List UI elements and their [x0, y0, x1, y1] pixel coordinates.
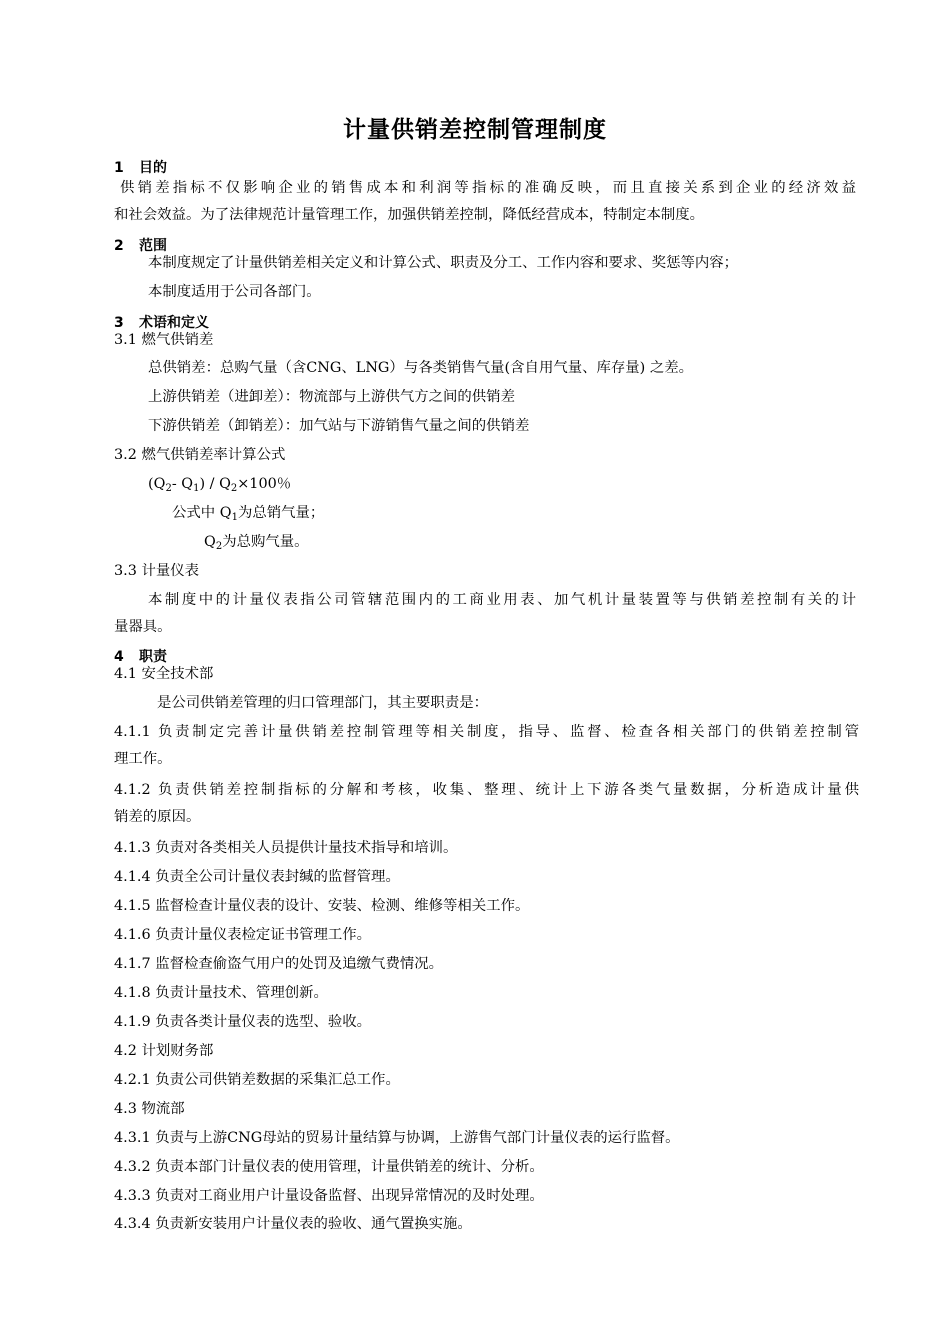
formula: ($Q_2-$ $Q_1) / Q_2\times 100$％ [148, 476, 292, 494]
paragraph-line: 销差的原因。 [114, 809, 201, 825]
paragraph-line: 4.3.1 负责与上游CNG母站的贸易计量结算与协调，上游售气部门计量仪表的运行监督。 [114, 1130, 680, 1146]
paragraph-line: 3.3 计量仪表 [114, 563, 200, 579]
section-number: 3 [114, 315, 124, 331]
paragraph-line: 4.3.4 负责新安装用户计量仪表的验收、通气置换实施。 [114, 1216, 472, 1232]
paragraph-line: 4.1.4 负责全公司计量仪表封缄的监督管理。 [114, 869, 400, 885]
section-title: 职责 [139, 649, 167, 665]
paragraph-line: 4.1.1 负责制定完善计量供销差控制管理等相关制度，指导、监督、检查各相关部门的供销差控制管 [114, 724, 859, 740]
paragraph-line: 供销差指标不仅影响企业的销售成本和利润等指标的准确反映，而且直接关系到企业的经济效益 [120, 180, 856, 196]
paragraph-line: 4.1.8 负责计量技术、管理创新。 [114, 985, 328, 1001]
paragraph-line: 上游供销差（进卸差）：物流部与上游供气方之间的供销差 [148, 389, 515, 405]
paragraph-line: 4.1.5 监督检查计量仪表的设计、安装、检测、维修等相关工作。 [114, 898, 530, 914]
paragraph-line: 本制度适用于公司各部门。 [148, 284, 321, 300]
paragraph-line: 4.1.7 监督检查偷盗气用户的处罚及追缴气费情况。 [114, 956, 444, 972]
paragraph-line: 下游供销差（卸销差）：加气站与下游销售气量之间的供销差 [148, 418, 530, 434]
paragraph-line: 4.3 物流部 [114, 1101, 185, 1117]
section-number: 1 [114, 160, 124, 176]
paragraph-line: 4.3.2 负责本部门计量仪表的使用管理，计量供销差的统计、分析。 [114, 1159, 544, 1175]
section-title: 范围 [139, 238, 167, 254]
paragraph-line: 3.2 燃气供销差率计算公式 [114, 447, 286, 463]
section-number: 4 [114, 649, 124, 665]
paragraph-line: 理工作。 [114, 751, 172, 767]
document-title: 计量供销差控制管理制度 [343, 117, 607, 143]
paragraph-line: 3.1 燃气供销差 [114, 332, 214, 348]
paragraph-line: 4.2 计划财务部 [114, 1043, 214, 1059]
paragraph-line: 量器具。 [114, 619, 172, 635]
section-number: 2 [114, 238, 124, 254]
paragraph-line: 本制度规定了计量供销差相关定义和计算公式、职责及分工、工作内容和要求、奖惩等内容； [148, 255, 739, 271]
paragraph-line: 4.2.1 负责公司供销差数据的采集汇总工作。 [114, 1072, 400, 1088]
paragraph-line: 4.1.3 负责对各类相关人员提供计量技术指导和培训。 [114, 840, 458, 856]
paragraph-line: 4.3.3 负责对工商业用户计量设备监督、出现异常情况的及时处理。 [114, 1188, 544, 1204]
paragraph-line: 4.1.6 负责计量仪表检定证书管理工作。 [114, 927, 372, 943]
paragraph-line: 总供销差：总购气量（含CNG、LNG）与各类销售气量(含自用气量、库存量) 之差。 [148, 360, 694, 376]
section-title: 术语和定义 [139, 315, 209, 331]
paragraph-line: 是公司供销差管理的归口管理部门，其主要职责是： [157, 695, 488, 711]
formula-note: $Q_2$为总购气量。 [204, 534, 309, 552]
formula-note: 公式中 $Q_1$为总销气量； [172, 505, 325, 523]
paragraph-line: 本制度中的计量仪表指公司管辖范围内的工商业用表、加气机计量装置等与供销差控制有关的计 [148, 592, 856, 608]
paragraph-line: 和社会效益。为了法律规范计量管理工作，加强供销差控制，降低经营成本，特制定本制度。 [114, 207, 705, 223]
section-title: 目的 [139, 160, 167, 176]
section-heading [114, 158, 167, 178]
paragraph-line: 4.1 安全技术部 [114, 666, 214, 682]
paragraph-line: 4.1.9 负责各类计量仪表的选型、验收。 [114, 1014, 372, 1030]
paragraph-line: 4.1.2 负责供销差控制指标的分解和考核，收集、整理、统计上下游各类气量数据，分析造成计量供 [114, 782, 859, 798]
